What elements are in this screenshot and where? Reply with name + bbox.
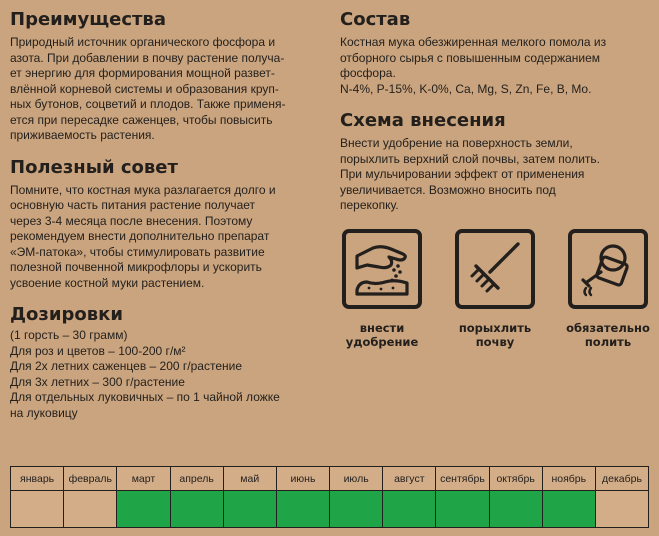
calendar-month-label: январь (11, 467, 63, 491)
advantages-title: Преимущества (10, 9, 166, 30)
rake-icon (464, 238, 526, 300)
calendar-month-label: февраль (64, 467, 116, 491)
calendar-month (224, 467, 277, 527)
calendar-month (64, 467, 117, 527)
step-loosen (440, 229, 550, 349)
calendar-month-label: июнь (277, 467, 329, 491)
label-line: полить (584, 335, 632, 349)
step-water-label (553, 321, 659, 349)
text-line: Для 2х летних саженцев – 200 г/растение (10, 359, 242, 373)
application-steps (340, 229, 652, 354)
dosage-title: Дозировки (10, 304, 123, 325)
text-line: Для отдельных луковичных – по 1 чайной ложке (10, 390, 280, 404)
text-line: (1 горсть – 30 грамм) (10, 328, 128, 342)
step-loosen-frame (455, 229, 535, 309)
text-line: Для роз и цветов – 100-200 г/м² (10, 343, 186, 358)
calendar-cell-active (383, 491, 435, 527)
step-water (553, 229, 659, 349)
calendar-month (330, 467, 383, 527)
label-line: удобрение (345, 335, 419, 349)
text-line: приживаемость растения. (10, 128, 155, 142)
calendar-month-label: август (383, 467, 435, 491)
step-apply (327, 229, 437, 349)
application-calendar (10, 466, 649, 528)
text-line: «ЭМ-патока», чтобы стимулировать развитие (10, 244, 265, 259)
text-line: ных бутонов, соцветий и плодов. Также применя- (10, 97, 286, 111)
calendar-month-label: июль (330, 467, 382, 491)
tip-title: Полезный совет (10, 156, 178, 178)
text-line: отборного сырья с повышенным содержанием (340, 50, 601, 65)
hand-sowing-icon (351, 238, 413, 300)
calendar-month (596, 467, 648, 527)
text-line: Внести удобрение на поверхность земли, (340, 136, 573, 150)
step-apply-label (327, 321, 437, 349)
text-line: порыхлить верхний слой почвы, затем полить. (340, 151, 600, 166)
right-column (340, 0, 652, 214)
label-line: порыхлить (458, 321, 532, 335)
text-line: Природный источник органического фосфора и (10, 35, 276, 49)
advantages-text (10, 35, 310, 144)
calendar-month-label: март (117, 467, 169, 491)
application-text (340, 136, 652, 214)
step-apply-frame (342, 229, 422, 309)
text-line: перекопку. (340, 198, 399, 212)
calendar-month (490, 467, 543, 527)
step-water-frame (568, 229, 648, 309)
text-line: влённой корневой системы и образования круп- (10, 81, 279, 96)
calendar-cell-active (224, 491, 276, 527)
text-line: ется при пересадке саженцев, чтобы повысить (10, 112, 273, 127)
text-line: азота. При добавлении в почву растение получа- (10, 50, 285, 65)
calendar-month-label: декабрь (596, 467, 648, 491)
calendar-cell-active (171, 491, 223, 527)
calendar-month-label: май (224, 467, 276, 491)
calendar-cell-active (330, 491, 382, 527)
calendar-cell-active (436, 491, 488, 527)
text-line: усвоение костной муки растением. (10, 275, 205, 290)
step-loosen-label (440, 321, 550, 349)
left-column (10, 0, 310, 421)
calendar-month (11, 467, 64, 527)
label-line: обязательно (566, 321, 650, 335)
text-line: через 3-4 месяца после внесения. Поэтому (10, 213, 253, 228)
composition-title: Состав (340, 9, 411, 30)
text-line: ет энергию для формирования мощной развет- (10, 66, 275, 80)
calendar-cell-active (277, 491, 329, 527)
label-line: внести (359, 321, 405, 335)
text-line: Помните, что костная мука разлагается долго и (10, 182, 276, 197)
calendar-month (277, 467, 330, 527)
calendar-month-label: ноябрь (543, 467, 595, 491)
text-line: Для 3х летних – 300 г/растение (10, 374, 185, 389)
calendar-cell-inactive (11, 491, 63, 527)
dosage-text (10, 328, 310, 421)
label-line: почву (475, 335, 515, 349)
text-line: рекомендуем внести дополнительно препарат (10, 229, 270, 243)
calendar-month (117, 467, 170, 527)
calendar-month (436, 467, 489, 527)
text-line: на луковицу (10, 405, 78, 420)
text-line: увеличивается. Возможно вносить под (340, 182, 556, 197)
text-line: фосфора. (340, 66, 396, 80)
text-line: N-4%, P-15%, K-0%, Ca, Mg, S, Zn, Fe, B, Mo. (340, 81, 592, 96)
calendar-month (171, 467, 224, 527)
application-title: Схема внесения (340, 110, 506, 131)
text-line: полезной почвенной микрофлоры и ускорить (10, 260, 262, 274)
calendar-cell-inactive (596, 491, 648, 527)
composition-text (340, 35, 652, 97)
text-line: При мульчировании эффект от применения (340, 167, 585, 181)
calendar-cell-active (543, 491, 595, 527)
tip-text (10, 183, 310, 292)
calendar-month (383, 467, 436, 527)
calendar-cell-active (490, 491, 542, 527)
calendar-month-label: октябрь (490, 467, 542, 491)
calendar-month (543, 467, 596, 527)
calendar-month-label: сентябрь (436, 467, 488, 491)
calendar-month-label: апрель (171, 467, 223, 491)
calendar-cell-inactive (64, 491, 116, 527)
watering-can-icon (577, 238, 639, 300)
text-line: основную часть питания растение получает (10, 198, 256, 212)
calendar-cell-active (117, 491, 169, 527)
text-line: Костная мука обезжиренная мелкого помола из (340, 35, 607, 49)
